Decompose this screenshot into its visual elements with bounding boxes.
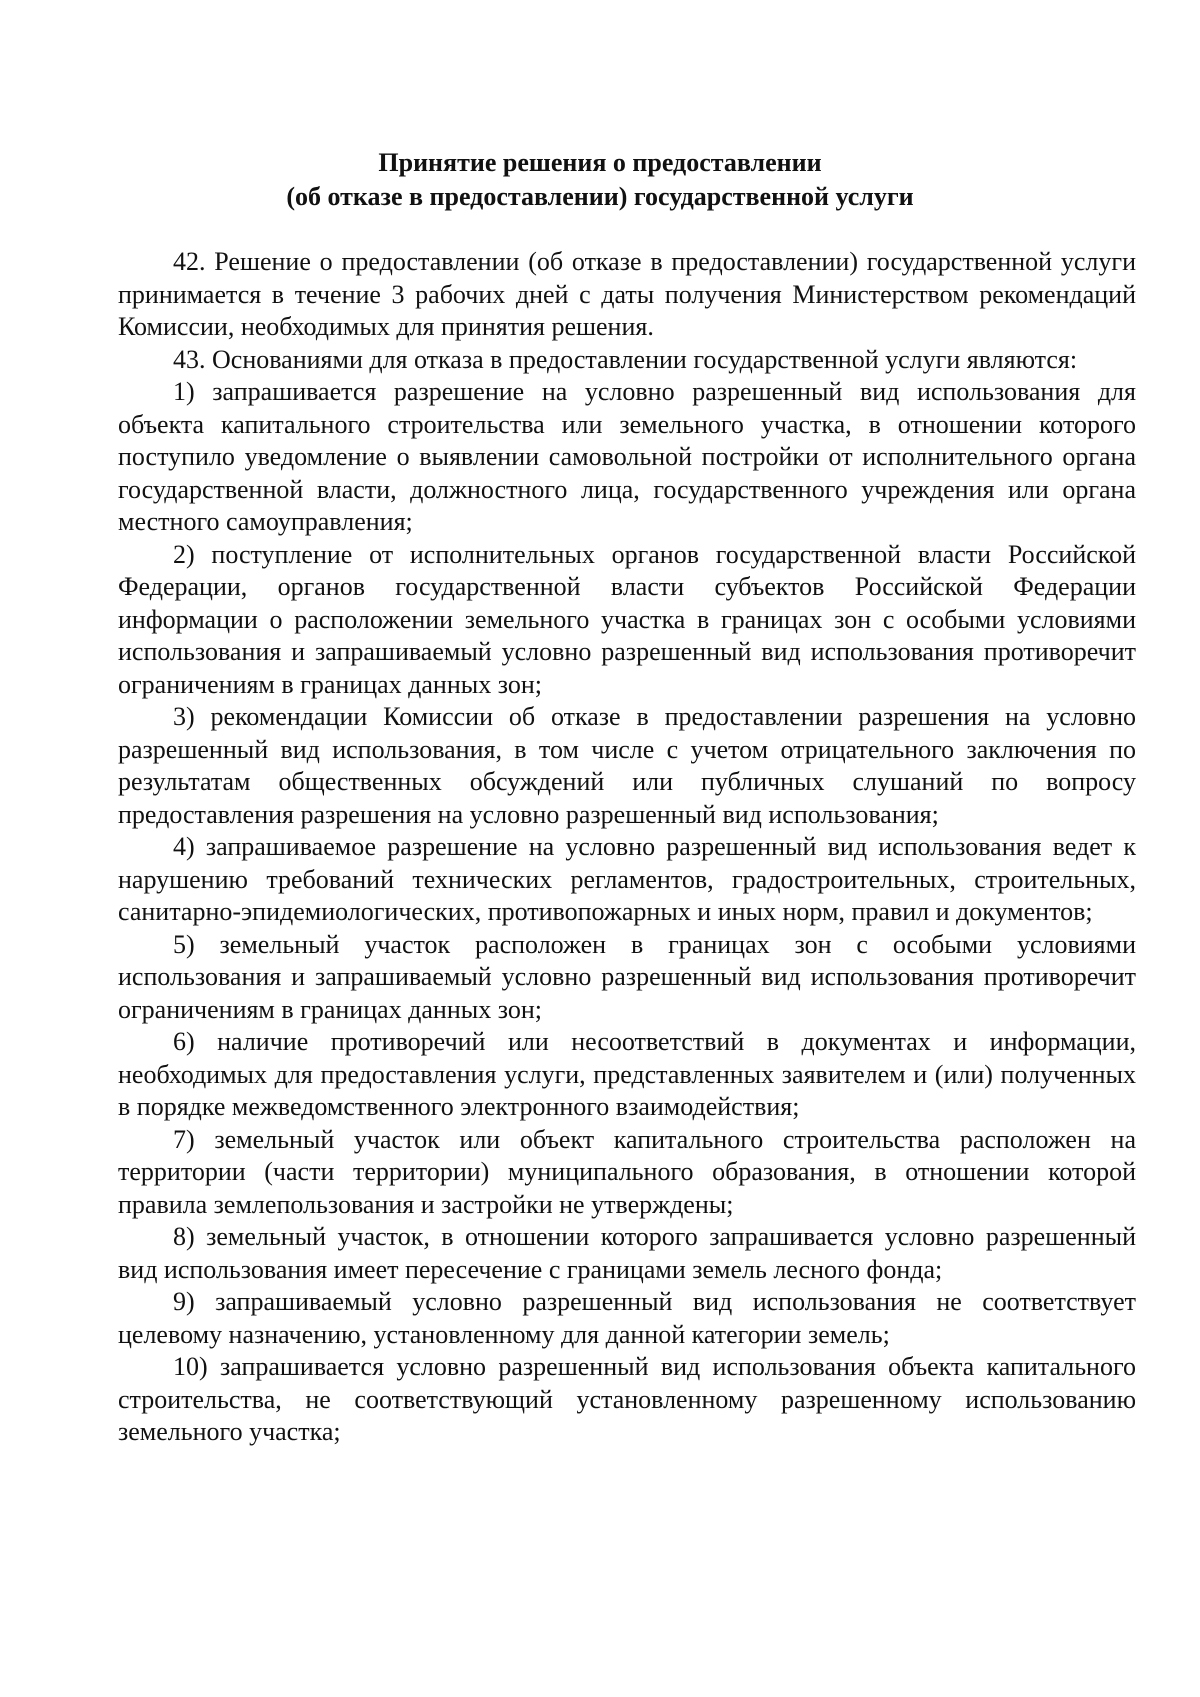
list-item-3: 3) рекомендации Комиссии об отказе в предоставлении разрешения на условно разрешенный вид использования, в том числе с учетом отрицательного заключения по результатам общественных обсуждений или публичных слушаний по вопросу предоставления разрешения на условно разрешенный вид использования; [118,702,1136,829]
list-item-9: 9) запрашиваемый условно разрешенный вид использования не соответствует целевому назначению, установленному для данной категории земель; [118,1287,1136,1349]
list-item-2: 2) поступление от исполнительных органов государственной власти Российской Федерации, органов государственной власти субъектов Российской Федерации информации о расположении земельного участка в границах зон с особыми условиями использования и запрашиваемый условно разрешенный вид использования противоречит ограничениям в границах данных зон; [118,539,1136,699]
list-item-4: 4) запрашиваемое разрешение на условно разрешенный вид использования ведет к нарушению требований технических регламентов, градостроительных, строительных, санитарно-эпидемиологических, противопожарных и иных норм, правил и документов; [118,832,1136,926]
section-title-line-1: Принятие решения о предоставлении [378,148,822,177]
list-item-6: 6) наличие противоречий или несоответствий в документах и информации, необходимых для предоставления услуги, представленных заявителем и (или) полученных в порядке межведомственного электронного взаимодействия; [118,1027,1136,1121]
list-item-5: 5) земельный участок расположен в границах зон с особыми условиями использования и запрашиваемый условно разрешенный вид использования противоречит ограничениям в границах данных зон; [118,929,1136,1024]
paragraph-43: 43. Основаниями для отказа в предоставлении государственной услуги являются: [173,344,1078,374]
paragraph-42: 42. Решение о предоставлении (об отказе в предоставлении) государственной услуги принимается в течение 3 рабочих дней с даты получения Министерством рекомендаций Комиссии, необходимых для принятия решения. [118,247,1136,341]
list-item-8: 8) земельный участок, в отношении которого запрашивается условно разрешенный вид использования имеет пересечение с границами земель лесного фонда; [118,1222,1136,1284]
section-title [0,146,1200,214]
list-item-10: 10) запрашивается условно разрешенный вид использования объекта капитального строительства, не соответствующий установленному разрешенному использованию земельного участка; [118,1352,1136,1446]
list-item-7: 7) земельный участок или объект капитального строительства расположен на территории (части территории) муниципального образования, в отношении которой правила землепользования и застройки не утверждены; [118,1124,1136,1219]
section-title-line-2: (об отказе в предоставлении) государственной услуги [286,182,914,211]
list-item-1: 1) запрашивается разрешение на условно разрешенный вид использования для объекта капитального строительства или земельного участка, в отношении которого поступило уведомление о выявлении самовольной постройки от исполнительного органа государственной власти, должностного лица, государственного учреждения или органа местного самоуправления; [118,377,1136,536]
document-body [118,246,1136,1449]
